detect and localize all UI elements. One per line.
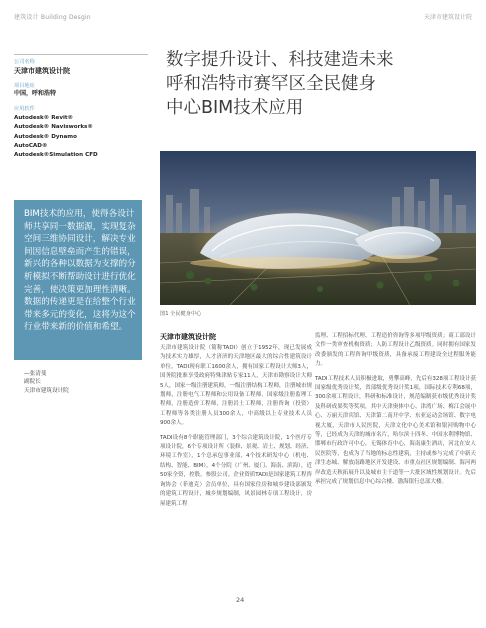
- photo-caption: 图1 全民健身中心: [160, 311, 202, 317]
- running-header-left: 建筑设计 Building Desgin: [14, 14, 91, 21]
- company-label: 公司名称: [14, 59, 35, 65]
- running-header-right: 天津市建筑设计院: [423, 14, 472, 21]
- project-location: 中国，呼和浩特: [14, 90, 57, 98]
- software-item: Autodesk® Revit®: [14, 114, 74, 121]
- page-number: 24: [236, 596, 245, 604]
- body-paragraph: 天津市建筑设计院（简称TADI）创立于1952年，现已发展成为技术实力雄厚，人才济济的天津地区最大的综合性建筑设计单位。TADI现有职工1600余人，拥有国家工程设计大师3人，国务院批准享受政府特殊津贴专家11人，天津市勘察设计大师5人，国家一级注册建筑师，一级注册结构工程师，注册城市规划师，注册电气工程师和公用设备工程师，国家级注册监理工程师，注册造价工程师，注册岩土工程师，注册咨询（投资）工程师等各类注册人员300余人，中高级以上专业技术人员900余人。: [160, 345, 313, 427]
- quote-author: —张清斐: [24, 371, 47, 377]
- software-item: Autodesk® Dynamo: [14, 133, 77, 140]
- title-line: 中心BIM技术应用: [166, 98, 304, 118]
- software-label: 应用软件: [14, 105, 35, 112]
- article-title: [166, 48, 476, 120]
- body-column-1: [160, 332, 312, 514]
- quote-attribution: [24, 370, 144, 395]
- sidebar-divider: [14, 54, 148, 55]
- pull-quote-text: BIM技术的应用，使得各设计师共享同一数据源，实现复杂空间三维协同设计，解决专业间因信息壁垒而产生的错误，新兴的各种以数据为支撑的分析模拟不断帮助设计进行优化完善，使决策更加理性清晰。数据的传递更是在给整个行业带来多元的变化，这将为这个行业带来新的价值和希望。: [24, 209, 136, 333]
- software-item: Autodesk® Navisworks®: [14, 124, 93, 131]
- software-item: AutoCAD®: [14, 142, 48, 149]
- body-paragraph: 监理、工程招标代理、工程造价咨询等多项甲级资质；商工部设计文件一类审查机构资质；人防工程设计乙级资质。同时拥有国家发改委颁发的工程咨询甲级资质，具备承接工程建设全过程服务能力。: [315, 333, 476, 368]
- stadium-rendering-image: [160, 151, 476, 305]
- quote-author-org: 天津市建筑设计院: [24, 387, 69, 394]
- title-line: 呼和浩特市赛罕区全民健身: [166, 74, 376, 94]
- company-name: 天津市建筑设计院: [14, 67, 70, 75]
- section-heading: 天津市建筑设计院: [160, 333, 216, 341]
- title-line: 数字提升设计、科技建造未来: [166, 50, 394, 70]
- pull-quote-box: [14, 200, 142, 360]
- body-paragraph: TADI工程技术人员积极进取，勇攀高峰，先后有328项工程设计获国家级优秀设计奖，省部级优秀设计奖1项，国际技术专利68项，300余项工程设计，科研和标准设计，规范编制获市级优秀设计奖及科研成果奖等奖项，其中天津奥体中心、津湾广场、梅江会展中心、万丽天津宾馆、天津第二南开中学、东亚运动会场馆、数字电视大厦，天津市人民医院，天津文化中心美术馆和银河购物中心等，已经成为天津的城市名片，哈尔滨十四冬、中国水利博物馆、邯郸市行政许可中心，无锡体育中心，海南康生酒店，河北在安人民医院等，也成为了当地的标志性建筑，主持或参与完成了中新天津生态城、解放南路地区开发建设、市重点社区规划编制、海河两岸改造天秋拓展升以及城市主干道等一大批区域性规划设计。先后承担完成了规划信息中心综合楼、渤海银行总部大楼。: [315, 375, 476, 486]
- software-item: Autodesk®Simulation CFD: [14, 152, 98, 159]
- quote-author-title: 副院长: [24, 379, 41, 386]
- body-paragraph: TADI设有8个职能管理部门，3个综合建筑设计院，1个医疗专项设计院，6个专项设计所（装修、景观、岩土、规划、经济、环境工作室），1个总承包事业部，4个技术研发中心（机电、结构、智能、BIM），4个分院（广州、厦门、海南、滨海），近50家全资，控股，参股公司。企业资质TADI是国家建筑工程咨询协会（菲迪克）会员单位，具有国家住房和城乡建设部颁发的建筑工程设计，城乡规划编制，风景园林专项工程设计，房屋建筑工程: [160, 434, 313, 507]
- location-label: 项目地址: [14, 83, 35, 90]
- project-info-sidebar: [14, 58, 148, 160]
- body-column-2: [315, 332, 476, 493]
